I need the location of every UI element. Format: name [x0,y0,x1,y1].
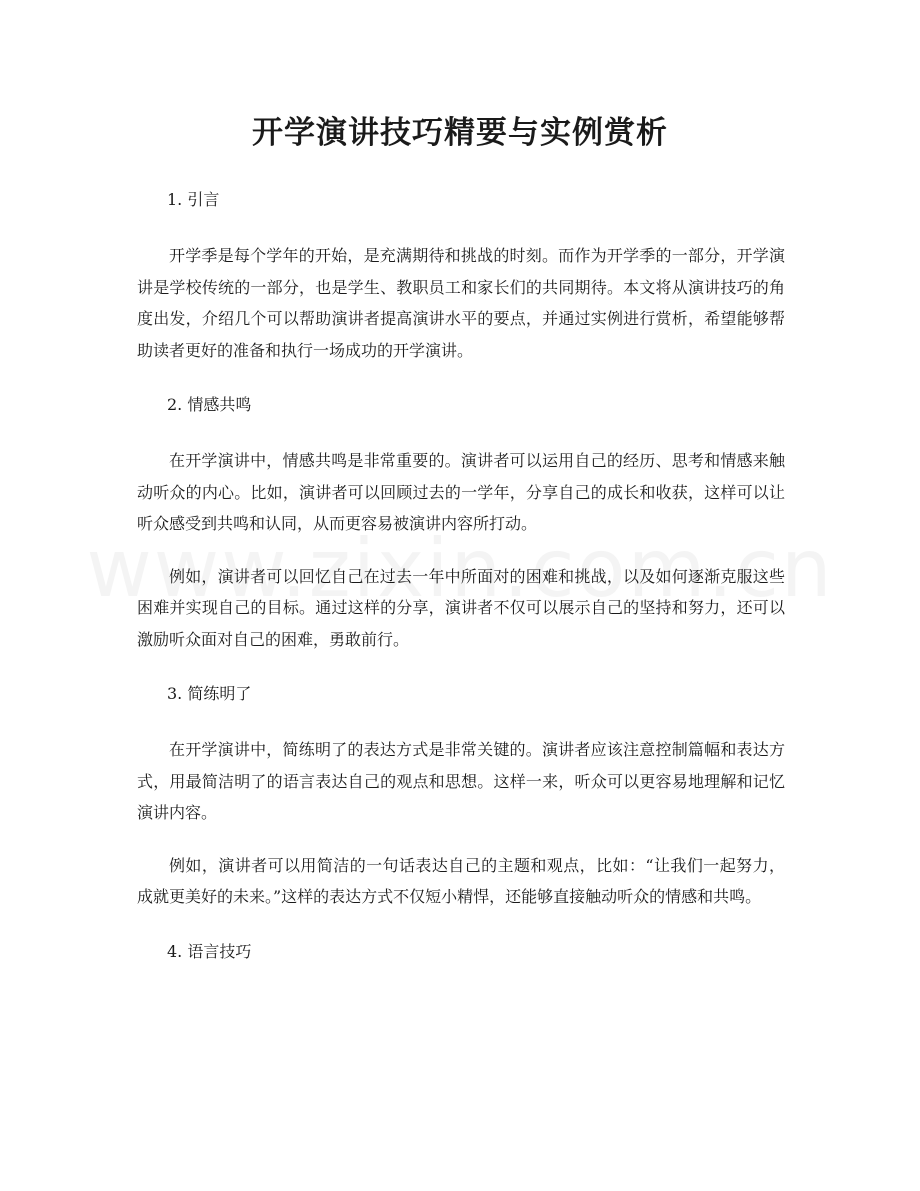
section-heading: 4. 语言技巧 [167,941,252,961]
section-heading: 2. 情感共鸣 [167,395,252,414]
document-title: 开学演讲技巧精要与实例赏析 [252,115,668,151]
paragraph: 例如，演讲者可以用简洁的一句话表达自己的主题和观点，比如：“让我们一起努力，成就更美好的未来。”这样的表达方式不仅短小精悍，还能够直接触动听众的情感和共鸣。 [137,855,785,906]
section-heading: 3. 简练明了 [167,684,252,703]
section-heading: 1. 引言 [167,190,220,209]
paragraph: 例如，演讲者可以回忆自己在过去一年中所面对的困难和挑战，以及如何逐渐克服这些困难并实现自己的目标。通过这样的分享，演讲者不仅可以展示自己的坚持和努力，还可以激励听众面对自己的困难，勇敢前行。 [137,566,785,649]
section-emotional-resonance [137,387,785,676]
paragraph: 在开学演讲中，简练明了的表达方式是非常关键的。演讲者应该注意控制篇幅和表达方式，用最简洁明了的语言表达自己的观点和思想。这样一来，听众可以更容易地理解和记忆演讲内容。 [137,740,785,822]
paragraph: 开学季是每个学年的开始，是充满期待和挑战的时刻。而作为开学季的一部分，开学演讲是学校传统的一部分，也是学生、教职员工和家长们的共同期待。本文将从演讲技巧的角度出发，介绍几个可以帮助演讲者提高演讲水平的要点，并通过实例进行赏析，希望能够帮助读者更好的准备和执行一场成功的开学演讲。 [137,246,785,360]
paragraph: 在开学演讲中，情感共鸣是非常重要的。演讲者可以运用自己的经历、思考和情感来触动听众的内心。比如，演讲者可以回顾过去的一学年，分享自己的成长和收获，这样可以让听众感受到共鸣和认同，从而更容易被演讲内容所打动。 [137,451,785,533]
section-concise-clear [137,676,785,934]
section-introduction [137,182,785,387]
section-language-skills [137,934,785,970]
document-body [137,182,785,970]
